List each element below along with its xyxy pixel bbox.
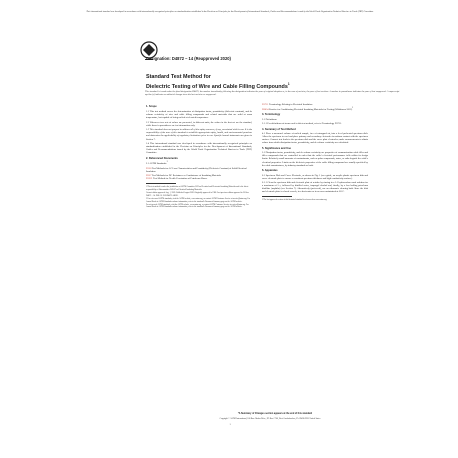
reference-item[interactable]: [262, 103, 368, 106]
paragraph-3-1: 3.1 Definitions:: [262, 117, 278, 121]
section-heading-scope: 1. Scope: [146, 105, 157, 109]
paragraph-6-1-1: 6.1.1 Clean the specimen dish and electrode plate of residue by rinsing in a 1:1 hydrocarbon wash solution for a maximum of 5 s, followed by distilled water, isopropyl alcohol and, finally, by a low boiling petroleum distillate (naphtha) (see Section 7). Alternatively (preferred), use an ultrasonic cleaning bath. Store the dish and electrode plate in closed vessels, in a desiccator or in an oven maintained at 50°C.: [262, 181, 368, 194]
reference-text: Test Method for Needle Penetration of Petroleum Waxes: [153, 177, 208, 181]
title-text: Dielectric Testing of Wire and Cable Filling Compounds: [146, 83, 288, 90]
reference-text: Test Methods for AC Loss Characteristics and Permittivity (Dielectric Constant) of Solid Electrical Insulation: [146, 166, 247, 173]
astm-logo-icon: [137, 40, 161, 68]
title-line-2: [146, 81, 396, 90]
summary-of-changes-note: *A Summary of Changes section appears at the end of this standard: [237, 413, 313, 415]
footnote-1-edition: Current edition approved Aug. 1, 2020. Published August 2020. Originally approved in 1988. Last previous edition approved in 2014 as D4872 – 14. DOI: 10.1520/D4872-14R20.: [146, 192, 249, 197]
title-line-1: Standard Test Method for: [146, 74, 211, 80]
paragraph-1-1: 1.1 This test method covers the determination of dissipation factor, permittivity (dielectric constant), and dc volume resistivity of wire and cable filling compounds and related materials that are solid at room temperature, but capable of being melted at elevated temperature.: [146, 109, 252, 120]
paragraph-1-4: 1.4 This international standard was developed in accordance with internationally recognized principles on standardization established in the Decision on Principles for the Development of International Standards, Guides and Recommendations issued by the World Trade Organization Technical Barriers to Trade (TBT) Committee.: [146, 142, 252, 155]
left-column: [146, 103, 252, 210]
paragraph-1-3: 1.3 This standard does not purport to address all of the safety concerns, if any, associated with its use. It is the responsibility of the user of this standard to establish appropriate safety, health, and environmental practices and determine the applicability of regulatory limitations prior to use. Specific hazard statements are given in Section 7.: [146, 128, 252, 141]
footnote-3: 3 The last approved version of this historical standard is referenced on www.astm.org.: [262, 199, 328, 202]
section-heading-referenced-documents: 2. Referenced Documents: [146, 156, 178, 160]
paragraph-5-1: 5.1 Dissipation factor, permittivity, and dc volume resistivity are properties of communication cable filler and filler compounds that are controlled in order that the cable's electrical performance falls within its design limits. Relatively small amounts of contaminants, such as polar compounds, water, or salts degrade the cable's electrical properties. Limits on the dielectric properties of the cable filling compound are usually specified by the cable manufacturer, by industry standards or both.: [262, 151, 368, 167]
refs-subheading: 2.1 ASTM Standards:: [146, 162, 167, 166]
header-notice: This international standard was developed in accordance with internationally recognized principles on standardization established in the Decision on Principles for the Development of International Standards, Guides and Recommendations issued by the World Trade Organization Technical Barriers to Trade (TBT) Committee.: [86, 11, 374, 13]
reference-item[interactable]: [146, 174, 252, 177]
refs-footnote-mark: 2: [166, 161, 168, 164]
paragraph-4-1: 4.1 Place a measured volume of melted sample, free of entrapped air, into a level preheated specimen dish. Allow the specimen to cool and place primary and secondary electrodes in uniform contact with the specimen surface. Connect test leads to the specimen dish and the cover plate electrodes; make measurements to obtain values from which dissipation factor, permittivity, and dc volume resistivity are calculated.: [262, 132, 368, 145]
reference-text: Test Methods for DC Resistance or Conductance of Insulating Materials: [151, 173, 221, 177]
section-heading-terminology: 3. Terminology: [262, 113, 281, 117]
reference-code-link[interactable]: D6054: [262, 107, 269, 111]
reference-item[interactable]: [146, 167, 252, 173]
footnote-2-repeat: For referenced ASTM standards, visit the ASTM website, www.astm.org, or contact ASTM Customer Service at service@astm.org. For Annual Book of ASTM Standards volume information, refer to the standard's Document Summary page on the ASTM website.: [146, 203, 249, 209]
page-title: [146, 74, 396, 90]
footnote-divider: [146, 183, 176, 184]
section-heading-significance: 5. Significance and Use: [262, 146, 291, 150]
page-number: 1: [229, 424, 231, 426]
title-footnote-mark: 1: [287, 81, 290, 86]
reference-text: Practice for Conditioning Electrical Insulating Materials for Testing (Withdrawn 2012): [269, 107, 353, 111]
reference-code-link[interactable]: D1711: [262, 103, 269, 106]
reference-item[interactable]: [262, 107, 368, 111]
reference-item[interactable]: [146, 177, 252, 180]
paragraph-1-2: 1.2 Whenever two sets of values are presented, in different units, the values in the first set are the standard, while those in parentheses are for information only.: [146, 120, 252, 127]
footnote-1: 1 This test method is under the jurisdiction of ASTM Committee D09 on Electrical and Electronic Insulating Materials and is the direct responsibility of Subcommittee D09.07 on Electrical Insulating Materials.: [146, 186, 249, 191]
reference-code-link[interactable]: D257: [146, 173, 152, 177]
section-heading-apparatus: 6. Apparatus: [262, 169, 278, 172]
issued-note: This standard is issued under the fixed designation D4872; the number immediately following the designation indicates the year of original adoption or, in the case of revision, the year of last revision. A number in parentheses indicates the year of last reapproval. A superscript epsilon (ε) indicates an editorial change since the last revision or reapproval.: [145, 91, 400, 96]
footnote-divider: [262, 196, 292, 197]
designation: Designation: D4872 – 14 (Reapproved 2020): [146, 56, 231, 61]
paragraph-2-1: [146, 161, 252, 165]
reference-code-link[interactable]: D1321: [146, 177, 153, 181]
footnote-2: 2 For referenced ASTM standards, visit the ASTM website, www.astm.org, or contact ASTM Customer Service at service@astm.org. For Annual Book of ASTM Standards volume information, refer to the standard's Document Summary page on the ASTM website.: [146, 198, 251, 203]
reference-text: Terminology Relating to Electrical Insulation: [268, 103, 313, 106]
reference-footnote-mark: 3: [352, 106, 354, 109]
section-heading-summary: 4. Summary of Test Method: [262, 127, 296, 131]
paragraph-3-1-1: 3.1.1 For definitions of terms used in this test method, refer to Terminology D1711.: [262, 122, 342, 126]
paragraph-6-1: 6.1 Specimen Dish and Cover Electrode, as shown in Fig. 1 (as a guide, an acrylic plastic specimen dish and cover electrode plate to ensure a consistent specimen thickness and high conductivity surface).: [262, 173, 368, 180]
right-column: [262, 103, 368, 203]
copyright-line: Copyright © ASTM International, 100 Barr Harbor Drive, PO Box C700, West Conshohocken, PA 19428-2959. United States: [219, 418, 321, 420]
reference-code-link[interactable]: D150: [146, 166, 152, 170]
